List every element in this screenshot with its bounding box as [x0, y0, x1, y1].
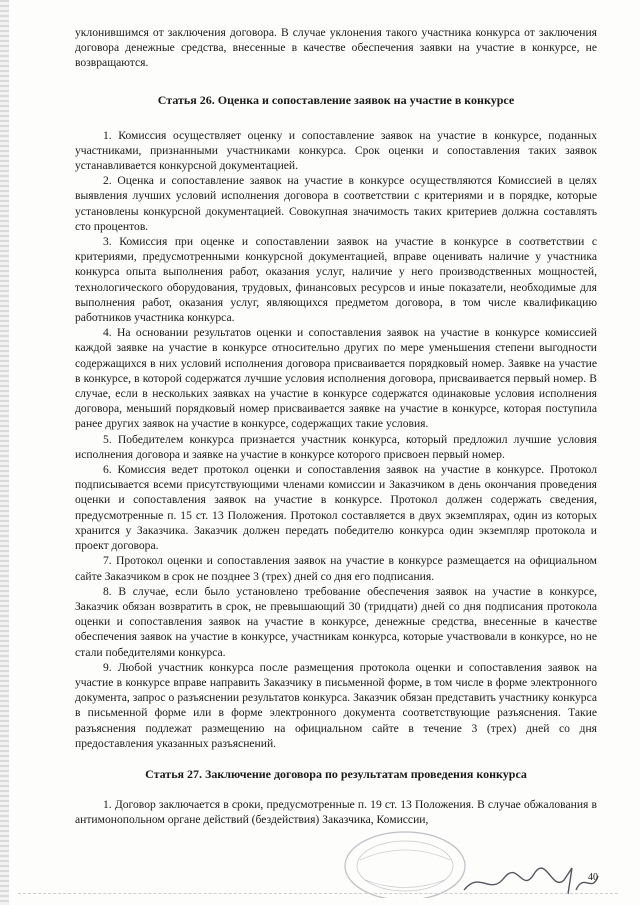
article-27-body [75, 797, 597, 827]
article-26-title: Статья 26. Оценка и сопоставление заявок на участие в конкурсе [157, 92, 515, 107]
scan-edge [0, 0, 9, 905]
article-26-paragraph-8: 8. В случае, если было установлено требование обеспечения заявок на участие в конкурсе, Заказчик обязан возвратить в срок, не превышающий 30 (тридцати) дней со дня подписания протокола оценки и сопоставления заявок на участие в конкурсе, денежные средства, внесенные в качестве обеспечения заявок на участие в конкурсе, участникам конкурса, которые участвовали в конкурсе, но не стали победителями конкурса. [75, 584, 597, 659]
article-27-title: Статья 27. Заключение договора по результатам проведения конкурса [145, 766, 527, 781]
article-27-paragraph-1: 1. Договор заключается в сроки, предусмотренные п. 19 ст. 13 Положения. В случае обжалования в антимонопольном органе действий (бездействия) Заказчика, Комиссии, [75, 797, 597, 827]
article-26-paragraph-4: 4. На основании результатов оценки и сопоставления заявок на участие в конкурсе комиссией каждой заявке на участие в конкурсе относительно других по мере уменьшения степени выгодности содержащихся в них условий исполнения договора присваивается порядковый номер. Заявке на участие в конкурсе, в которой содержатся лучшие условия исполнения договора, присваивается первый номер. В случае, если в нескольких заявках на участие в конкурсе содержатся одинаковые условия исполнения договора, меньший порядковый номер присваивается заявке на участие в конкурсе, которая поступила ранее других заявок на участие в конкурсе, содержащих такие условия. [75, 326, 597, 431]
article-26-paragraph-5: 5. Победителем конкурса признается участник конкурса, который предложил лучшие условия исполнения договора и заявке на участие в конкурсе которого присвоен первый номер. [75, 432, 597, 461]
intro-paragraph: уклонившимся от заключения договора. В случае уклонения такого участника конкурса от заключения договора денежные средства, внесенные в качестве обеспечения заявки на участие в конкурсе, не возвращаются. [75, 26, 597, 70]
article-26-paragraph-1: 1. Комиссия осуществляет оценку и сопоставление заявок на участие в конкурсе, поданных участниками, признанными участниками конкурса. Срок оценки и сопоставления таких заявок устанавливается конкурсной документацией. [75, 128, 597, 173]
article-26-paragraph-7: 7. Протокол оценки и сопоставления заявок на участие в конкурсе размещается на официальном сайте Заказчиком в срок не позднее 3 (трех) дней со дня его подписания. [75, 554, 597, 583]
article-26-paragraph-3: 3. Комиссия при оценке и сопоставлении заявок на участие в конкурсе в соответствии с критериями, предусмотренными конкурсной документацией, вправе оценивать наличие у участника конкурса опыта выполнения работ, оказания услуг, наличие у него производственных мощностей, технологического оборудования, трудовых, финансовых ресурсов и иные показатели, необходимые для выполнения работ, оказания услуг, являющихся предметом договора, в том числе квалификацию работников участника конкурса. [75, 235, 597, 325]
article-26-paragraph-2: 2. Оценка и сопоставление заявок на участие в конкурсе осуществляются Комиссией в целях выявления лучших условий исполнения договора в соответствии с критериями и в порядке, которые установлены конкурсной документацией. Совокупная значимость таких критериев должна составлять сто процентов. [75, 174, 597, 233]
document-body [75, 25, 597, 827]
page-number: 40 [588, 872, 598, 883]
scan-footer-line [18, 893, 618, 895]
article-26-paragraph-6: 6. Комиссия ведет протокол оценки и сопоставления заявок на участие в конкурсе. Протокол подписывается всеми присутствующими членами комиссии и Заказчиком в день окончания проведения оценки и сопоставления заявок на участие в конкурсе. Протокол должен содержать сведения, предусмотренные п. 15 ст. 13 Положения. Протокол составляется в двух экземплярах, один из которых хранится у Заказчика. Заказчик должен передать победителю конкурса один экземпляр протокола и проект договора. [75, 463, 597, 553]
seal-stamp-icon [340, 820, 470, 898]
article-26-body [75, 128, 597, 751]
article-26-paragraph-9: 9. Любой участник конкурса после размещения протокола оценки и сопоставления заявок на участие в конкурсе вправе направить Заказчику в письменной форме, в том числе в форме электронного документа, запрос о разъяснении результатов конкурса. Заказчик обязан представить участнику конкурса в письменной форме или в форме электронного документа соответствующие разъяснения. Такие разъяснения подлежат размещению на официальном сайте в течение 3 (трех) дней со дня предоставления указанных разъяснений. [75, 660, 597, 750]
